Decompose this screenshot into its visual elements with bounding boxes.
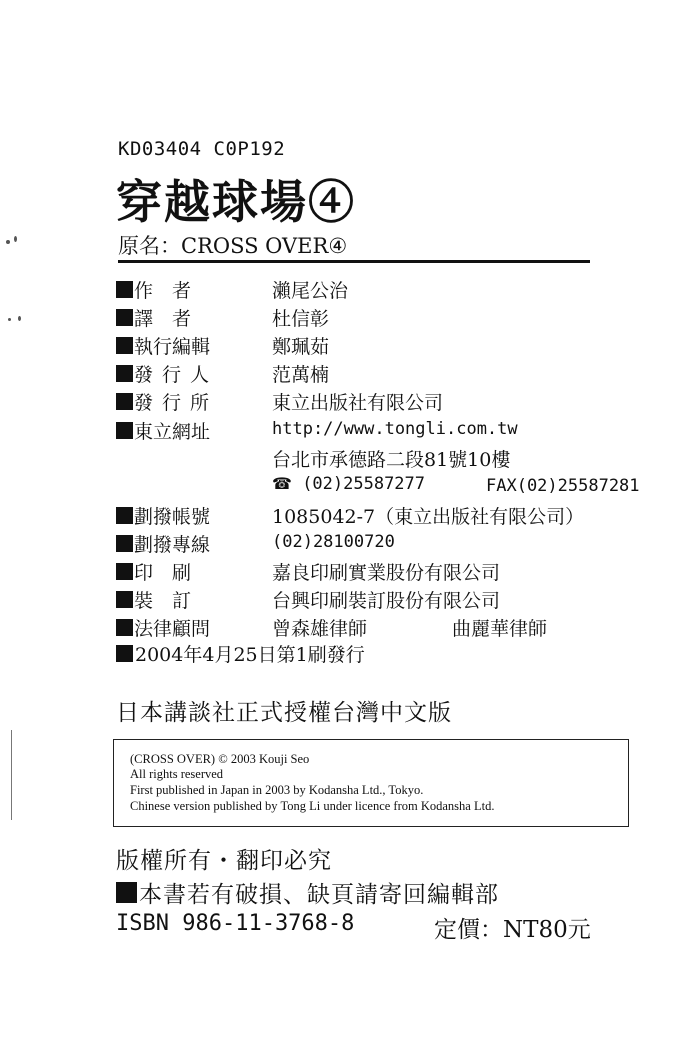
credit-label-text: 劃撥帳號 [134, 506, 211, 528]
credit-label-translator [116, 304, 266, 331]
credit-value-giro-line: (02)28100720 [272, 532, 395, 552]
isbn: ISBN 986-11-3768-8 [116, 911, 355, 936]
book-title: 穿越球場④ [116, 175, 356, 229]
credit-label-printing [116, 558, 266, 585]
title-divider [118, 260, 590, 263]
credit-label-text: 譯 者 [134, 308, 192, 330]
square-bullet-icon [116, 507, 133, 524]
authorization-notice: 日本講談社正式授權台灣中文版 [116, 700, 452, 726]
square-bullet-icon [116, 591, 133, 608]
copyright-line: (CROSS OVER) © 2003 Kouji Seo [130, 752, 310, 766]
product-code: KD03404 C0P192 [118, 138, 286, 160]
credit-label-text: 東立網址 [134, 421, 211, 443]
scan-speck [6, 240, 10, 244]
credit-label-text: 發行所 [134, 392, 219, 414]
square-bullet-icon [116, 281, 133, 298]
credit-label-website [116, 417, 266, 444]
scan-speck [8, 318, 11, 321]
scan-edge-mark [11, 730, 12, 820]
credit-label-legal [116, 614, 266, 641]
credit-value-giro-account: 1085042-7（東立出版社有限公司） [272, 506, 585, 528]
damage-notice [116, 876, 499, 909]
original-title: 原名：CROSS OVER④ [118, 234, 348, 258]
credit-value-publishing-house: 東立出版社有限公司 [272, 392, 444, 414]
credit-label-text: 法律顧問 [134, 618, 211, 640]
credit-label-giro-account [116, 502, 266, 529]
credit-label-author [116, 276, 266, 303]
website-url: http://www.tongli.com.tw [272, 419, 518, 439]
credit-value-editor: 鄭珮茹 [272, 336, 330, 358]
square-bullet-icon [116, 563, 133, 580]
credit-label-text: 劃撥專線 [134, 534, 211, 556]
phone-line [272, 474, 425, 494]
credit-value-author: 瀨尾公治 [272, 280, 349, 302]
square-bullet-icon [116, 422, 133, 439]
rights-notice: 版權所有・翻印必究 [116, 848, 332, 874]
credit-value-legal-1: 曾森雄律師 [272, 618, 368, 640]
credit-value-publisher: 范萬楠 [272, 364, 330, 386]
damage-notice-text: 本書若有破損、缺頁請寄回編輯部 [139, 882, 499, 908]
credit-value-translator: 杜信彰 [272, 308, 330, 330]
square-bullet-icon [116, 535, 133, 552]
print-date [116, 640, 365, 667]
square-bullet-icon [116, 309, 133, 326]
square-bullet-icon [116, 619, 133, 636]
credit-label-text: 發行人 [134, 364, 219, 386]
copyright-line: First published in Japan in 2003 by Kodansha Ltd., Tokyo. [130, 783, 424, 797]
credit-label-binding [116, 586, 266, 613]
copyright-line: Chinese version published by Tong Li under licence from Kodansha Ltd. [130, 799, 495, 813]
square-bullet-icon [116, 393, 133, 410]
scan-speck [14, 236, 17, 242]
copyright-line: All rights reserved [130, 767, 224, 781]
credit-label-publisher [116, 360, 266, 387]
credit-label-text: 印 刷 [134, 562, 192, 584]
scan-speck [18, 316, 21, 321]
address: 台北市承德路二段81號10樓 [272, 449, 511, 471]
square-bullet-icon [116, 645, 133, 662]
fax-number: FAX(02)25587281 [486, 476, 640, 496]
credit-value-binding: 台興印刷裝訂股份有限公司 [272, 590, 501, 612]
price: 定價：NT80元 [434, 917, 591, 943]
telephone-icon: ☎ [272, 474, 292, 493]
square-bullet-icon [116, 337, 133, 354]
credit-label-text: 裝 訂 [134, 590, 192, 612]
credit-label-editor [116, 332, 266, 359]
credit-value-printing: 嘉良印刷實業股份有限公司 [272, 562, 501, 584]
credit-label-text: 作 者 [134, 280, 192, 302]
credit-label-text: 執行編輯 [134, 336, 211, 358]
credit-value-legal-2: 曲麗華律師 [452, 618, 548, 640]
square-bullet-icon [116, 365, 133, 382]
credit-label-publishing-house [116, 388, 266, 415]
credit-label-giro-line [116, 530, 266, 557]
square-bullet-icon [116, 882, 137, 903]
phone-number: (02)25587277 [302, 474, 426, 494]
print-date-text: 2004年4月25日第1刷發行 [135, 644, 365, 666]
